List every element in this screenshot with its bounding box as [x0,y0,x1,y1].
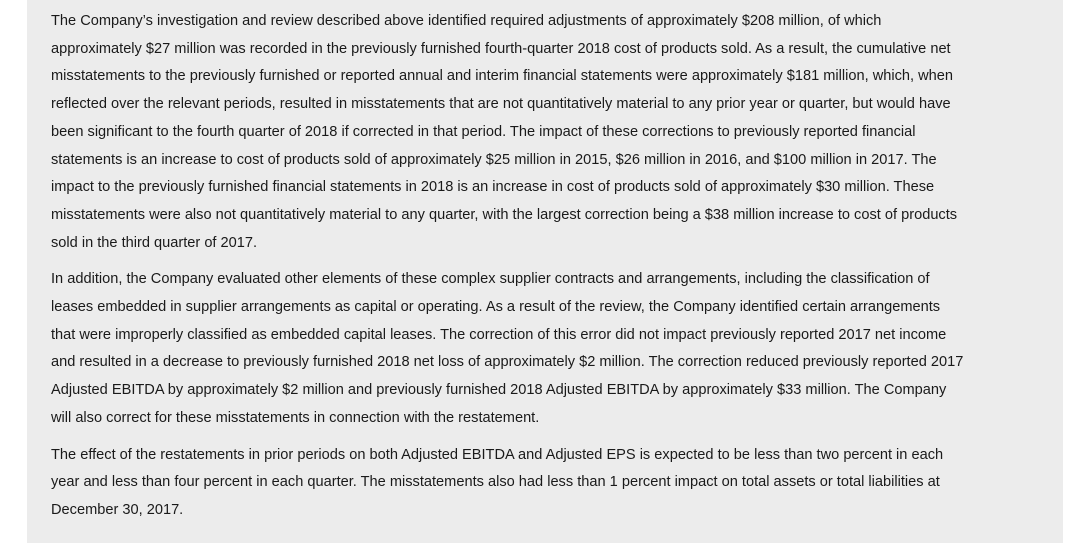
text-line: statements is an increase to cost of products sold of approximately $25 million in 2015, $26 million in 2016, and $100 million in 2017. The [51,151,937,168]
paragraph-adjustments [51,8,1051,257]
text-line: reflected over the relevant periods, resulted in misstatements that are not quantitatively material to any prior year or quarter, but would have [51,96,951,113]
paragraph-leases [51,266,1051,432]
text-line: approximately $27 million was recorded in the previously furnished fourth-quarter 2018 cost of products sold. As a result, the cumulative net [51,40,951,57]
text-line: The effect of the restatements in prior periods on both Adjusted EBITDA and Adjusted EPS is expected to be less than two percent in each [51,446,944,463]
text-line: and resulted in a decrease to previously furnished 2018 net loss of approximately $2 million. The correction reduced previously reported 2017 [51,354,964,371]
text-line: been significant to the fourth quarter of 2018 if corrected in that period. The impact of these corrections to previously reported financial [51,123,916,140]
text-line: leases embedded in supplier arrangements as capital or operating. As a result of the review, the Company identified certain arrangements [51,299,941,316]
text-line: Adjusted EBITDA by approximately $2 million and previously furnished 2018 Adjusted EBITDA by approximately $33 million. The Company [51,382,947,399]
document-panel [27,0,1063,543]
text-line: impact to the previously furnished financial statements in 2018 is an increase in cost of products sold of approximately $30 million. These [51,179,935,196]
text-line: that were improperly classified as embedded capital leases. The correction of this error did not impact previously reported 2017 net income [51,326,947,343]
text-line: misstatements to the previously furnished or reported annual and interim financial statements were approximately $181 million, which, when [51,68,954,85]
text-line: The Company’s investigation and review described above identified required adjustments of approximately $208 million, of which [51,13,882,29]
document-body [51,8,1051,534]
paragraph-effect [51,442,1051,525]
text-line: misstatements were also not quantitatively material to any quarter, with the largest correction being a $38 million increase to cost of products [51,206,958,223]
text-line: sold in the third quarter of 2017. [51,234,258,251]
text-line: will also correct for these misstatements in connection with the restatement. [51,409,540,426]
text-line: In addition, the Company evaluated other elements of these complex supplier contracts and arrangements, including the classification of [51,271,930,288]
text-line: December 30, 2017. [51,501,184,518]
text-line: year and less than four percent in each quarter. The misstatements also had less than 1 percent impact on total assets or total liabilities at [51,474,940,491]
